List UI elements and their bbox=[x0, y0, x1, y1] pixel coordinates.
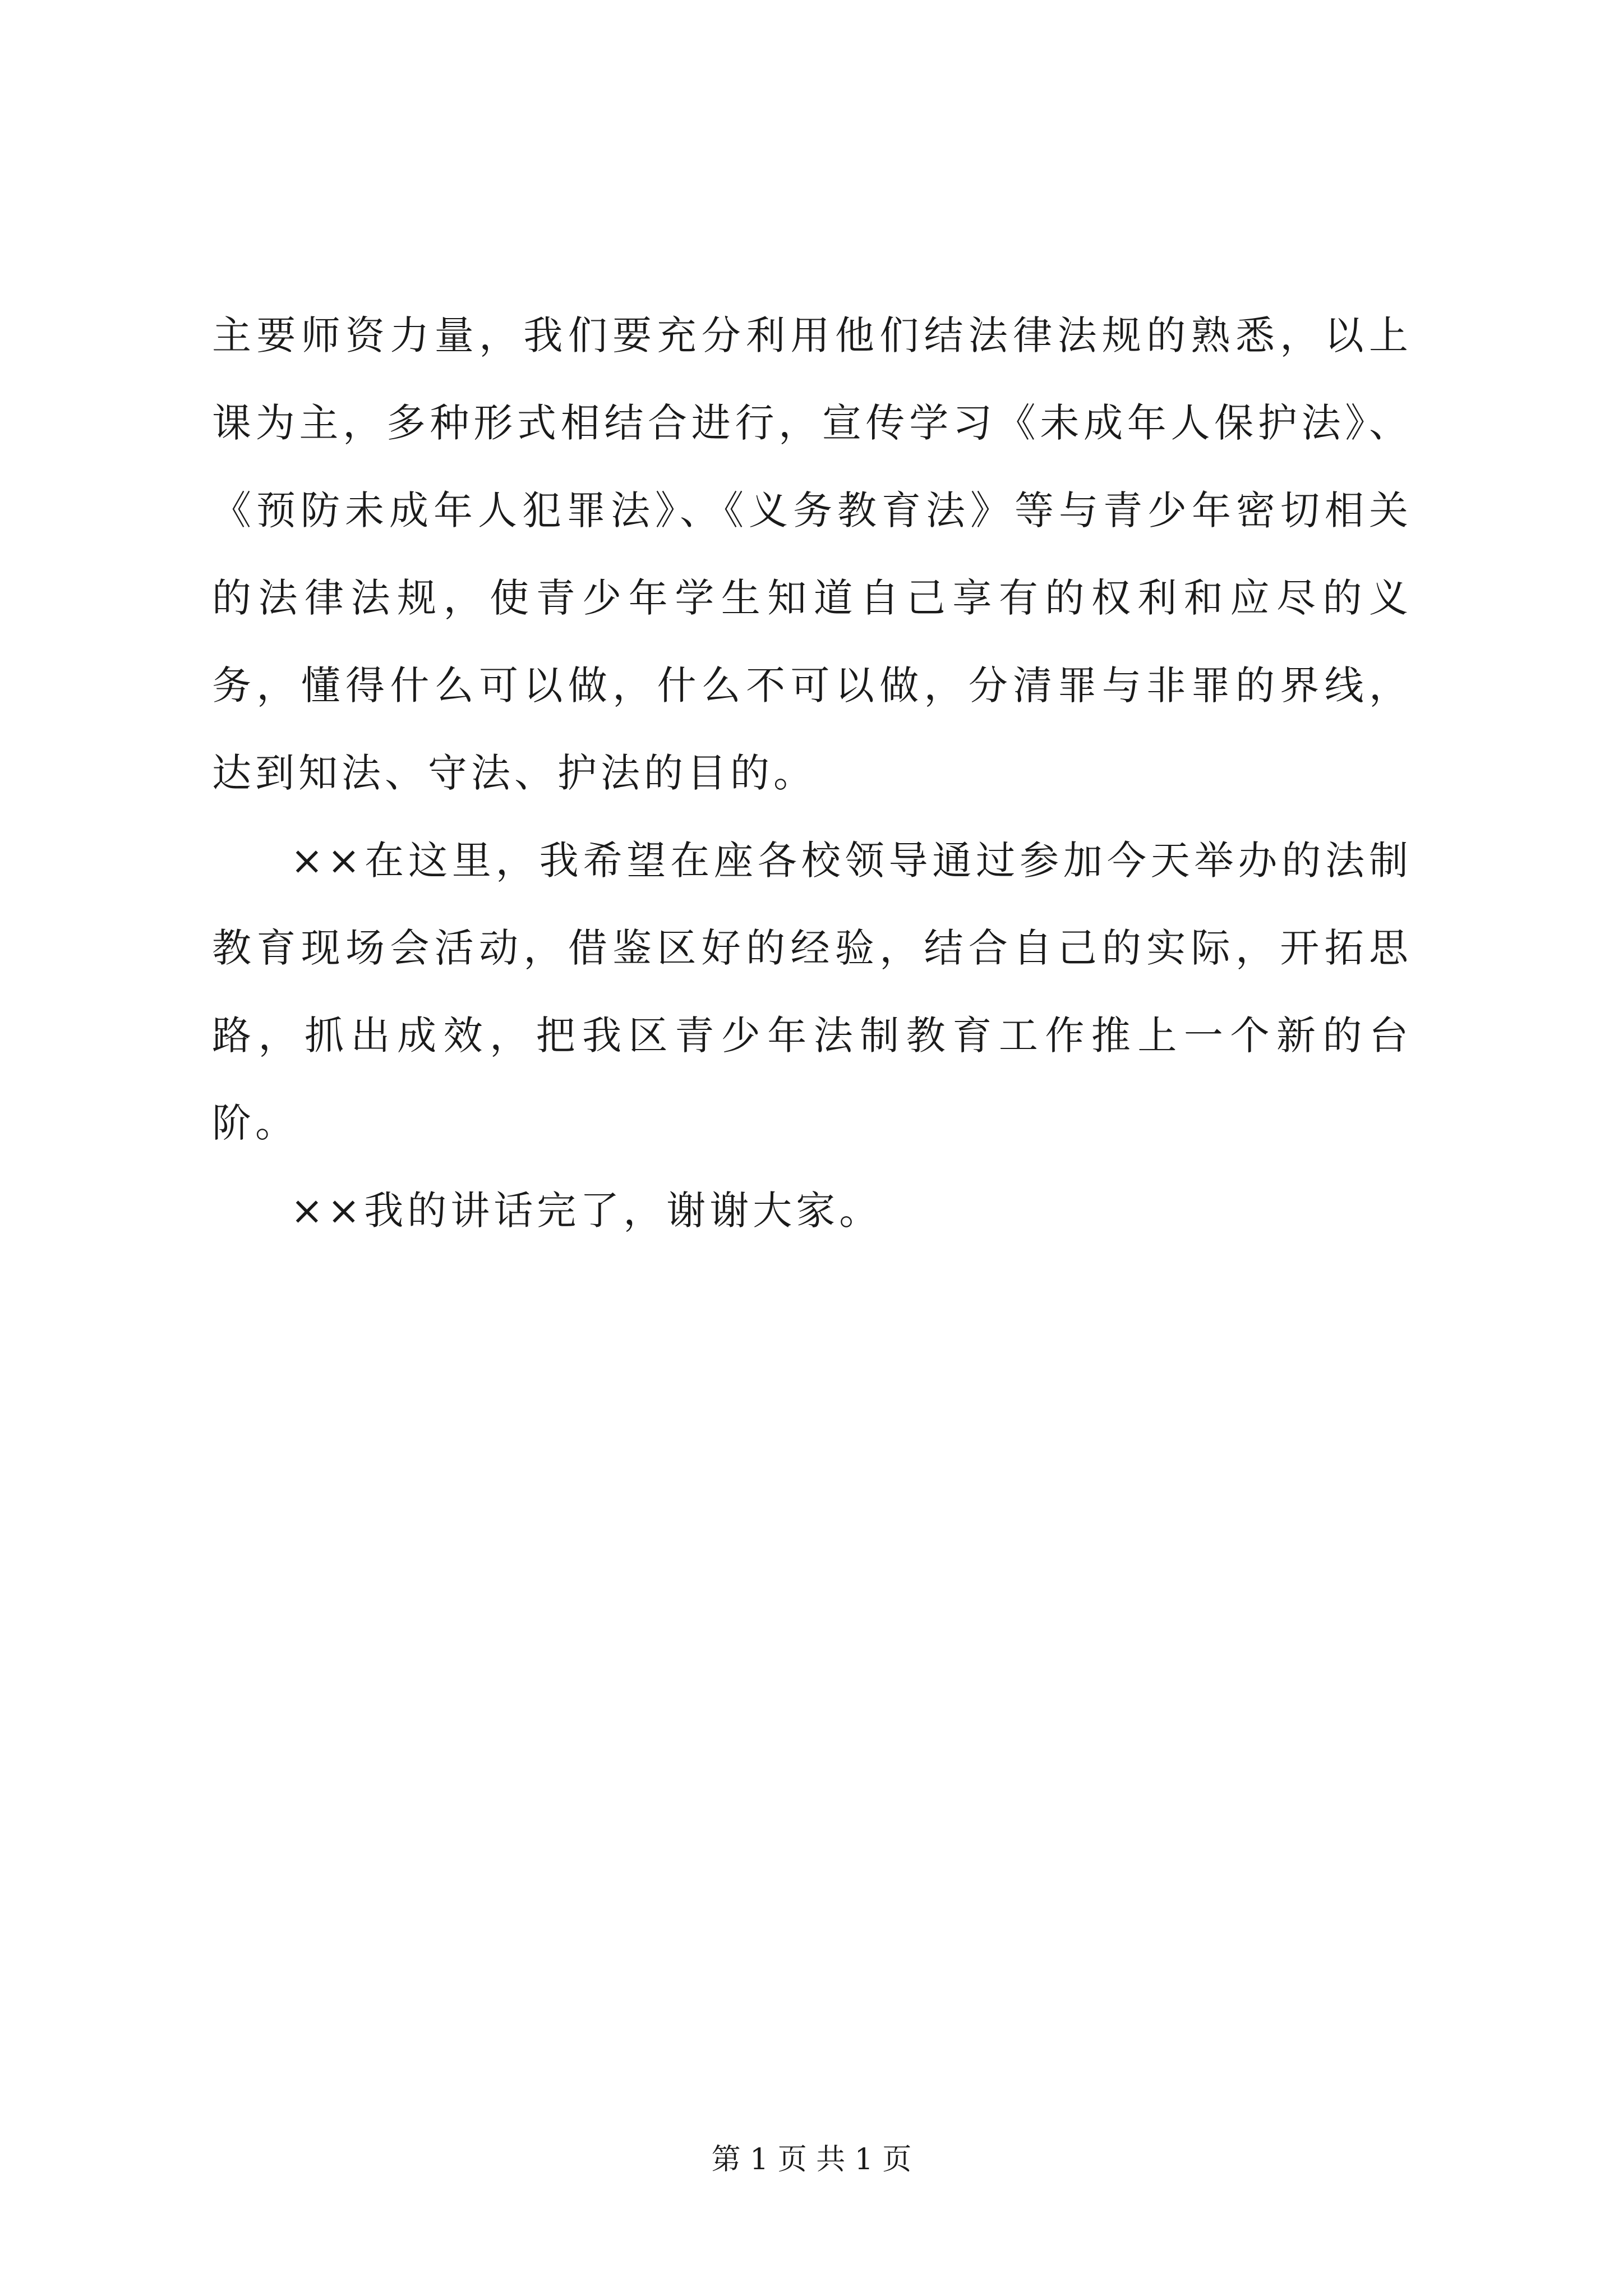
paragraph-closing: ××我的讲话完了，谢谢大家。 bbox=[291, 1188, 883, 1234]
document-body bbox=[212, 292, 1412, 1254]
paragraph-hope: ××在这里，我希望在座各校领导通过参加今天举办的法制教育现场会活动，借鉴区好的经验，结合自己的实际，开拓思路，抓出成效，把我区青少年法制教育工作推上一个新的台阶。 bbox=[212, 838, 1412, 1146]
paragraph-continued: 主要师资力量，我们要充分利用他们结法律法规的熟悉，以上课为主，多种形式相结合进行，宣传学习《未成年人保护法》、《预防未成年人犯罪法》、《义务教育法》等与青少年密切相关的法律法规，使青少年学生知道自己享有的权利和应尽的义务，懂得什么可以做，什么不可以做，分清罪与非罪的界线，达到知法、守法、护法的目的。 bbox=[212, 312, 1412, 796]
page-footer: 第 1 页 共 1 页 bbox=[711, 2143, 912, 2177]
